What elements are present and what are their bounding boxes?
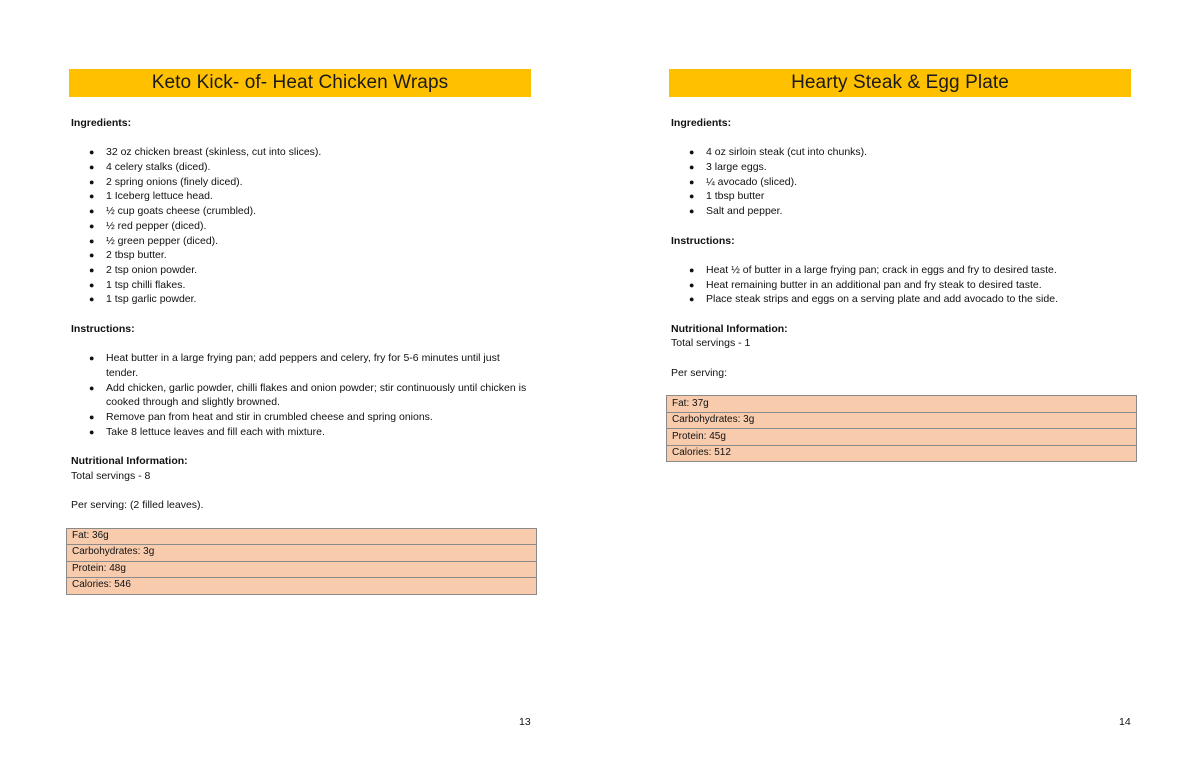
bullet-dot-icon: ●: [89, 279, 95, 290]
nutrition-carbohydrates: Carbohydrates: 3g: [667, 412, 1137, 429]
instructions-heading: Instructions:: [71, 322, 135, 335]
ingredients-list: [71, 145, 531, 307]
nutrition-protein: Protein: 45g: [667, 429, 1137, 446]
bullet-dot-icon: ●: [689, 294, 695, 305]
page-number: 14: [1119, 716, 1131, 728]
list-item: ● ½ green pepper (diced).: [89, 234, 219, 247]
list-item: ● 4 oz sirloin steak (cut into chunks).: [689, 146, 868, 159]
list-item: ● 1 tbsp butter: [689, 190, 765, 203]
bullet-dot-icon: ●: [89, 265, 95, 275]
page-number: 13: [519, 716, 531, 728]
bullet-dot-icon: ●: [89, 220, 95, 231]
list-item: ● Add chicken, garlic powder, chilli flakes and onion powder; stir continuously until chicken is cooked through and slightly browned.: [89, 381, 527, 409]
list-item: ● Heat ½ of butter in a large frying pan; crack in eggs and fry to desired taste.: [689, 263, 1057, 276]
nutrition-table: [666, 395, 1137, 462]
nutrition-calories: Calories: 512: [667, 445, 1137, 462]
list-item: ● Salt and pepper.: [689, 205, 783, 218]
list-item: ● 1 tsp chilli flakes.: [89, 278, 186, 291]
list-item: ● ½ red pepper (diced).: [89, 219, 207, 232]
list-item: ● ½ cup goats cheese (crumbled).: [89, 205, 256, 218]
table-row: [667, 445, 1137, 462]
list-item: ● 1 tsp garlic powder.: [89, 293, 197, 306]
list-item: ● 2 tsp onion powder.: [89, 264, 198, 276]
bullet-dot-icon: ●: [89, 411, 95, 422]
table-row: [67, 545, 537, 562]
nutrition-calories: Calories: 546: [67, 578, 537, 595]
nutrition-heading: Nutritional Information:: [671, 322, 788, 335]
list-item: ● 2 spring onions (finely diced).: [89, 175, 243, 188]
instructions-list: [71, 351, 531, 439]
list-item: ● 32 oz chicken breast (skinless, cut into slices).: [89, 146, 322, 159]
table-row: [67, 578, 537, 595]
recipe-content: [71, 116, 531, 595]
table-row: [667, 412, 1137, 429]
total-servings: Total servings - 1: [671, 337, 751, 350]
table-row: [667, 429, 1137, 446]
bullet-dot-icon: ●: [89, 176, 95, 187]
bullet-dot-icon: ●: [89, 294, 95, 305]
list-item: ● Heat butter in a large frying pan; add peppers and celery, fry for 5-6 minutes until just tender.: [89, 352, 500, 379]
recipe-title: Keto Kick- of- Heat Chicken Wraps: [69, 69, 531, 97]
bullet-dot-icon: ●: [689, 147, 695, 158]
nutrition-fat: Fat: 37g: [667, 396, 1137, 413]
list-item: ● Place steak strips and eggs on a serving plate and add avocado to the side.: [689, 293, 1058, 306]
list-item: ● ¼ avocado (sliced).: [689, 175, 798, 188]
list-item: ● 1 Iceberg lettuce head.: [89, 190, 213, 203]
bullet-dot-icon: ●: [89, 162, 95, 173]
nutrition-fat: Fat: 36g: [67, 528, 537, 545]
ingredients-list: [671, 145, 1131, 219]
list-item: ● Remove pan from heat and stir in crumbled cheese and spring onions.: [89, 410, 433, 423]
bullet-dot-icon: ●: [689, 279, 695, 290]
per-serving: Per serving: (2 filled leaves).: [71, 499, 204, 512]
table-row: [67, 528, 537, 545]
bullet-dot-icon: ●: [89, 382, 95, 393]
bullet-dot-icon: ●: [89, 353, 95, 364]
ingredients-heading: Ingredients:: [671, 117, 732, 129]
bullet-dot-icon: ●: [689, 176, 695, 187]
bullet-dot-icon: ●: [89, 147, 95, 158]
recipe-title: Hearty Steak & Egg Plate: [669, 69, 1131, 97]
bullet-dot-icon: ●: [689, 206, 695, 217]
per-serving: Per serving:: [671, 366, 728, 379]
recipe-content: [671, 116, 1131, 462]
table-row: [67, 561, 537, 578]
list-item: ● 3 large eggs.: [689, 161, 767, 174]
page-right: [600, 0, 1200, 776]
instructions-heading: Instructions:: [671, 234, 735, 247]
bullet-dot-icon: ●: [689, 264, 695, 275]
bullet-dot-icon: ●: [89, 235, 95, 246]
list-item: ● 2 tbsp butter.: [89, 249, 167, 262]
list-item: ● Take 8 lettuce leaves and fill each with mixture.: [89, 425, 325, 438]
bullet-dot-icon: ●: [89, 191, 95, 202]
bullet-dot-icon: ●: [689, 191, 695, 202]
nutrition-table: [66, 528, 537, 595]
bullet-dot-icon: ●: [89, 250, 95, 261]
list-item: ● 4 celery stalks (diced).: [89, 161, 211, 174]
total-servings: Total servings - 8: [71, 469, 151, 482]
bullet-dot-icon: ●: [89, 426, 95, 437]
bullet-dot-icon: ●: [689, 162, 695, 173]
bullet-dot-icon: ●: [89, 206, 95, 217]
table-row: [667, 396, 1137, 413]
instructions-list: [671, 263, 1131, 307]
list-item: ● Heat remaining butter in an additional pan and fry steak to desired taste.: [689, 278, 1042, 291]
nutrition-heading: Nutritional Information:: [71, 455, 188, 468]
nutrition-protein: Protein: 48g: [67, 561, 537, 578]
nutrition-carbohydrates: Carbohydrates: 3g: [67, 545, 537, 562]
ingredients-heading: Ingredients:: [71, 117, 132, 129]
